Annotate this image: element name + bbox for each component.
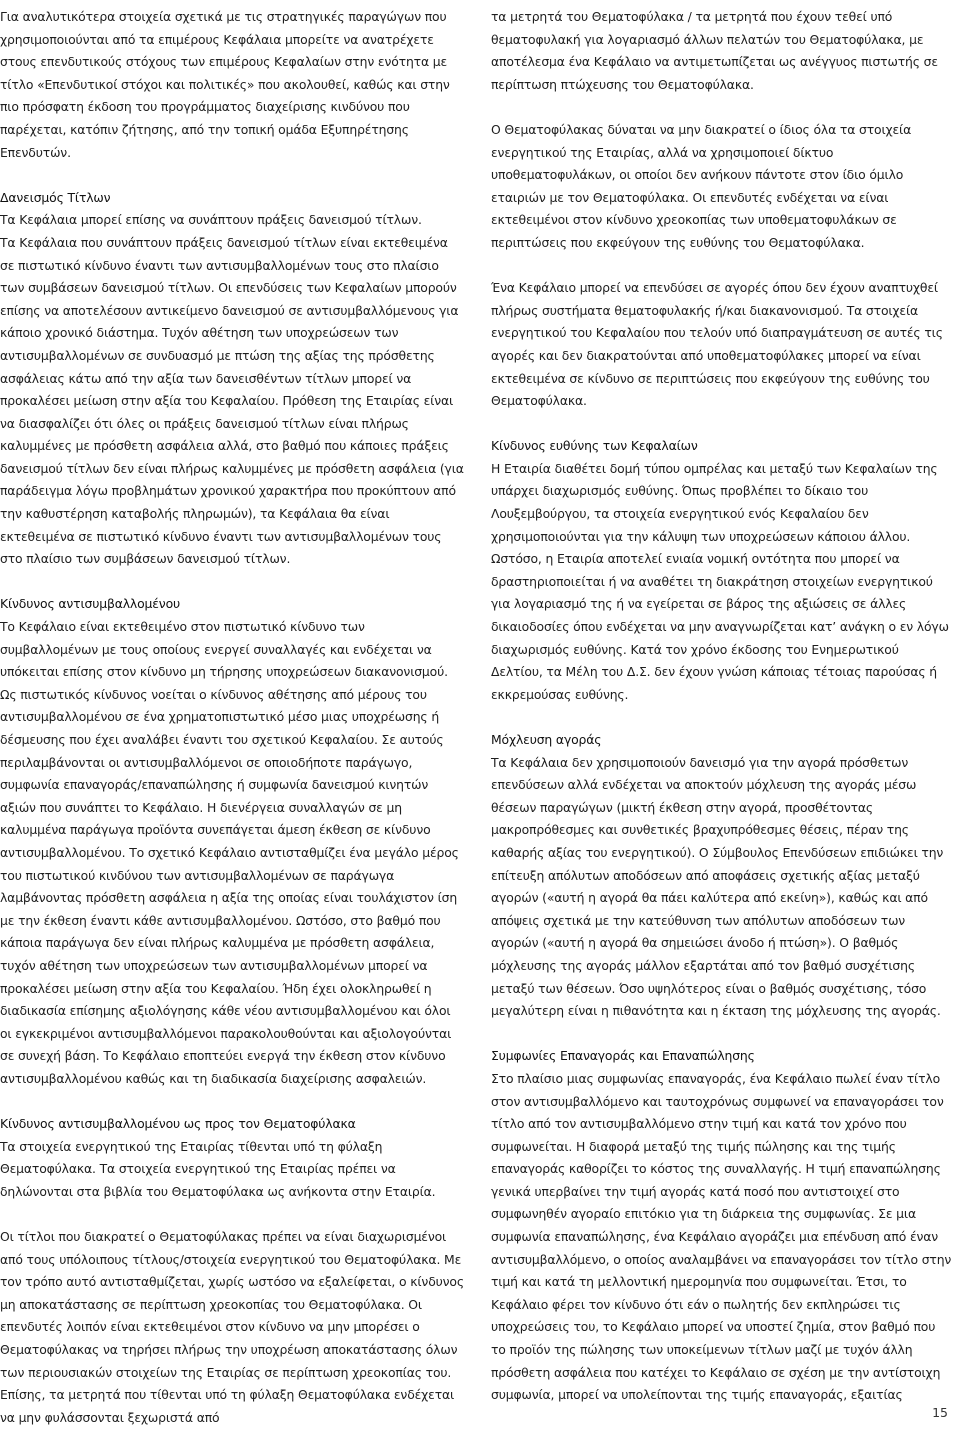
repo-heading: Συμφωνίες Επαναγοράς και Επαναπώλησης	[491, 1048, 755, 1064]
liability-risk-section	[491, 435, 953, 706]
securities-lending-body: Τα Κεφάλαια που συνάπτουν πράξεις δανεισμού τίτλων είναι εκτεθειμένα σε πιστωτικό κίνδυνο έναντι των αντισυμβαλλομένων τους στο πλαίσιο των συμβάσεων δανεισμού τίτλων. Οι επενδύσεις των Κεφαλαίων μπορούν επίσης να αποτελέσουν αντικείμενο δανεισμού σε αντισυμβαλλόμενους για κάποιο χρονικό διάστημα. Τυχόν αθέτηση των υποχρεώσεων των αντισυμβαλλομένων σε συνδυασμό με πτώση της αξίας της πρόσθετης ασφάλειας κάτω από την αξία των δανεισθέντων τίτλων μπορεί να προκαλέσει μείωση στην αξία του Κεφαλαίου. Πρόθεση της Εταιρίας είναι να διασφαλίζει ότι όλες οι πράξεις δανεισμού τίτλων είναι πλήρως καλυμμένες με πρόσθετη ασφάλεια αλλά, στο βαθμό που κάποιες πράξεις δανεισμού τίτλων δεν είναι πλήρως καλυμμένες με πρόσθετη ασφάλεια (για παράδειγμα λόγω προβλημάτων χρονικού χαρακτήρα που προκύπτουν από την καθυστέρηση καταβολής πληρωμών), τα Κεφάλαια θα είναι εκτεθειμένα σε πιστωτικό κίνδυνο έναντι των αντισυμβαλλομένων τους στο πλαίσιο των συμβάσεων δανεισμού τίτλων.	[0, 234, 464, 567]
liability-risk-body: Η Εταιρία διαθέτει δομή τύπου ομπρέλας και μεταξύ των Κεφαλαίων της υπάρχει διαχωρισμός ευθύνης. Όπως προβλέπει το δίκαιο του Λουξεμβούργου, τα στοιχεία ενεργητικού ενός Κεφαλαίου δεν χρησιμοποιούνται για την κάλυψη των υποχρεώσεων κάποιου άλλου. Ωστόσο, η Εταιρία αποτελεί ενιαία νομική οντότητα που μπορεί να δραστηριοποιείται ή να αναθέτει τη διακράτηση στοιχείων ενεργητικού για λογαριασμό της ή να εγείρεται σε βάρος της αξιώσεις σε άλλες δικαιοδοσίες όπου ενδέχεται να μην αναγνωρίζεται κατ’ ανάγκη ο εν λόγω διαχωρισμός ευθύνης. Κατά τον χρόνο έκδοσης του Ενημερωτικού Δελτίου, τα Μέλη του Δ.Σ. δεν έχουν γνώση κάποιας τέτοιας παρούσας ή εκκρεμούσας ευθύνης.	[491, 460, 949, 702]
right-column	[491, 6, 953, 1407]
repo-section	[491, 1045, 953, 1407]
page-number: 15	[932, 1405, 948, 1420]
custodian-continuation-paragraph: τα μετρητά του Θεματοφύλακα / τα μετρητά που έχουν τεθεί υπό θεματοφυλακή για λογαριασμό άλλων πελατών του Θεματοφύλακα, με αποτέλεσμα ένα Κεφάλαιο να αντιμετωπίζεται ως ανέγγυος πιστωτής σε περίπτωση πτώχευσης του Θεματοφύλακα.	[491, 9, 938, 92]
custodian-risk-heading: Κίνδυνος αντισυμβαλλομένου ως προς τον Θεματοφύλακα	[0, 1116, 356, 1132]
settlement-markets-paragraph: Ένα Κεφάλαιο μπορεί να επενδύσει σε αγορές όπου δεν έχουν αναπτυχθεί πλήρως συστήματα θεματοφυλακής ή/και διακανονισμού. Τα στοιχεία ενεργητικού του Κεφαλαίου που τελούν υπό διαπραγμάτευση σε αυτές τις αγορές και δεν διακρατούνται από υποθεματοφύλακες μπορεί να είναι εκτεθειμένα σε κίνδυνο σε περιπτώσεις που εκφεύγουν της ευθύνης του Θεματοφύλακα.	[491, 280, 943, 409]
custodian-risk-paragraph-2: Οι τίτλοι που διακρατεί ο Θεματοφύλακας πρέπει να είναι διαχωρισμένοι από τους υπόλοιπους τίτλους/στοιχεία ενεργητικού του Θεματοφύλακα. Με τον τρόπο αυτό αντισταθμίζεται, χωρίς ωστόσο να εξαλείφεται, ο κίνδυνος μη αποκατάστασης σε περίπτωση χρεοκοπίας του Θεματοφύλακα. Οι επενδυτές λοιπόν είναι εκτεθειμένοι στον κίνδυνο να μην μπορέσει ο Θεματοφύλακας να τηρήσει πλήρως την υποχρέωση αποκατάστασης όλων των περιουσιακών στοιχείων της Εταιρίας σε περίπτωση χρεοκοπίας του. Επίσης, τα μετρητά που τίθενται υπό τη φύλαξη Θεματοφύλακα ενδέχεται να μην φυλάσσονται ξεχωριστά από	[0, 1229, 464, 1425]
leverage-section	[491, 729, 953, 1023]
sub-custodian-paragraph: Ο Θεματοφύλακας δύναται να μην διακρατεί ο ίδιος όλα τα στοιχεία ενεργητικού της Εταιρίας, αλλά να χρησιμοποιεί δίκτυο υποθεματοφυλάκων, οι οποίοι δεν ανήκουν πάντοτε στον ίδιο όμιλο εταιριών με τον Θεματοφύλακα. Οι επενδυτές ενδέχεται να είναι εκτεθειμένοι στον κίνδυνο χρεοκοπίας των υποθεματοφυλάκων σε περιπτώσεις που εκφεύγουν της ευθύνης του Θεματοφύλακα.	[491, 121, 912, 250]
repo-body: Στο πλαίσιο μιας συμφωνίας επαναγοράς, ένα Κεφάλαιο πωλεί έναν τίτλο στον αντισυμβαλλόμενο και ταυτοχρόνως συμφωνεί να επαναγοράσει τον τίτλο από τον αντισυμβαλλόμενο στην τιμή και κατά τον χρόνο που συμφωνείται. Η διαφορά μεταξύ της τιμής πώλησης και της τιμής επαναγοράς καθορίζει το κόστος της συναλλαγής. Η τιμή επαναπώλησης γενικά υπερβαίνει την τιμή αγοράς κατά ποσό που αντιστοιχεί στο συμφωνηθέν αγοραίο επιτόκιο για τη διάρκεια της συμφωνίας. Σε μια συμφωνία επαναπώλησης, ένα Κεφάλαιο αγοράζει μια επένδυση από έναν αντισυμβαλλόμενο, ο οποίος αναλαμβάνει να επαναγοράσει τον τίτλο στην τιμή και κατά τη μελλοντική ημερομηνία που συμφωνείται. Έτσι, το Κεφάλαιο φέρει τον κίνδυνο ότι εάν ο πωλητής δεν εκπληρώσει τις υποχρεώσεις του, το Κεφάλαιο μπορεί να υποστεί ζημία, στον βαθμό που το προϊόν της πώλησης των υποκείμενων τίτλων μαζί με τυχόν άλλη πρόσθετη ασφάλεια που κατέχει το Κεφάλαιο σε σχέση με την αντίστοιχη συμφωνία, μπορεί να υπολείπονται της τιμής επαναγοράς, εξαιτίας	[491, 1070, 952, 1403]
custodian-risk-section	[0, 1113, 465, 1429]
securities-lending-lead: Τα Κεφάλαια μπορεί επίσης να συνάπτουν πράξεις δανεισμού τίτλων.	[0, 212, 422, 228]
left-column	[0, 6, 465, 1429]
intro-paragraph: Για αναλυτικότερα στοιχεία σχετικά με τις στρατηγικές παραγώγων που χρησιμοποιούνται από τα επιμέρους Κεφάλαια μπορείτε να ανατρέχετε στους επενδυτικούς στόχους των επιμέρους Κεφαλαίων στην ενότητα με τίτλο «Επενδυτικοί στόχοι και πολιτικές» που ακολουθεί, καθώς και στην πιο πρόσφατη έκδοση του προγράμματος διαχείρισης κινδύνου που παρέχεται, κατόπιν ζήτησης, από την τοπική ομάδα Εξυπηρέτησης Επενδυτών.	[0, 9, 450, 160]
securities-lending-heading: Δανεισμός Τίτλων	[0, 189, 111, 205]
counterparty-risk-heading: Κίνδυνος αντισυμβαλλομένου	[0, 596, 181, 612]
leverage-heading: Μόχλευση αγοράς	[491, 732, 602, 747]
custodian-risk-paragraph-1: Τα στοιχεία ενεργητικού της Εταιρίας τίθενται υπό τη φύλαξη Θεματοφύλακα. Τα στοιχεία ενεργητικού της Εταιρίας πρέπει να δηλώνονται στα βιβλία του Θεματοφύλακα ως ανήκοντα στην Εταιρία.	[0, 1138, 436, 1199]
counterparty-risk-section	[0, 593, 465, 1090]
counterparty-risk-body: Το Κεφάλαιο είναι εκτεθειμένο στον πιστωτικό κίνδυνο των συμβαλλομένων με τους οποίους ενεργεί συναλλαγές και ενδέχεται να υπόκειται επίσης στον κίνδυνο μη τήρησης υποχρεώσεων διακανονισμού. Ως πιστωτικός κίνδυνος νοείται ο κίνδυνος αθέτησης από μέρους του αντισυμβαλλομένου σε ένα χρηματοπιστωτικό μέσο μιας υποχρέωσης ή δέσμευσης που έχει αναλάβει έναντι του σχετικού Κεφαλαίου. Σε αυτούς περιλαμβάνονται οι αντισυμβαλλόμενοι σε οποιοδήποτε παράγωγο, συμφωνία επαναγοράς/επαναπώλησης ή συμφωνία δανεισμού κινητών αξιών που συνάπτει το Κεφάλαιο. Η διενέργεια συναλλαγών σε μη καλυμμένα παράγωγα προϊόντα συνεπάγεται άμεση έκθεση σε κίνδυνο αντισυμβαλλομένου. Το σχετικό Κεφάλαιο αντισταθμίζει ένα μεγάλο μέρος του πιστωτικού κινδύνου των αντισυμβαλλομένων σε παράγωγα λαμβάνοντας πρόσθετη ασφάλεια η αξία της οποίας είναι τουλάχιστον ίση με την έκθεση έναντι κάθε αντισυμβαλλομένου. Ωστόσο, στο βαθμό που κάποια παράγωγα δεν είναι πλήρως καλυμμένα με πρόσθετη ασφάλεια, τυχόν αθέτηση των υποχρεώσεων των αντισυμβαλλομένων μπορεί να προκαλέσει μείωση στην αξία του Κεφαλαίου. Ήδη έχει ολοκληρωθεί η διαδικασία επίσημης αξιολόγησης κάθε νέου αντισυμβαλλομένου και όλοι οι εγκεκριμένοι αντισυμβαλλόμενοι παρακολουθούνται και αξιολογούνται σε συνεχή βάση. Το Κεφάλαιο εποπτεύει ενεργά την έκθεση στον κίνδυνο αντισυμβαλλομένου καθώς και τη διαδικασία διαχείρισης ασφαλειών.	[0, 619, 459, 1086]
liability-risk-heading: Κίνδυνος ευθύνης των Κεφαλαίων	[491, 438, 698, 454]
leverage-body: Τα Κεφάλαια δεν χρησιμοποιούν δανεισμό για την αγορά πρόσθετων επενδύσεων αλλά ενδέχεται να αποκτούν μόχλευση της αγοράς μέσω θέσεων παραγώγων (μικτή έκθεση στην αγορά, προσθέτοντας μακροπρόθεσμες και συνθετικές βραχυπρόθεσμες θέσεις, πέραν της καθαρής αξίας του ενεργητικού). Ο Σύμβουλος Επενδύσεων επιδιώκει την επίτευξη απόλυτων αποδόσεων από αποφάσεις σχετικής αξίας μεταξύ αγορών («αυτή η αγορά θα πάει καλύτερα από εκείνη»), καθώς και από απόψεις σχετικά με την κατεύθυνση των απόλυτων αποδόσεων των αγορών («αυτή η αγορά θα σημειώσει άνοδο ή πτώση»). Ο βαθμός μόχλευσης της αγοράς μάλλον εξαρτάται από τον βαθμό συσχέτισης μεταξύ των θέσεων. Όσο υψηλότερος είναι ο βαθμός συσχέτισης, τόσο μεγαλύτερη είναι η πιθανότητα και η έκταση της μόχλευσης της αγοράς.	[491, 754, 944, 1019]
securities-lending-section	[0, 187, 465, 571]
